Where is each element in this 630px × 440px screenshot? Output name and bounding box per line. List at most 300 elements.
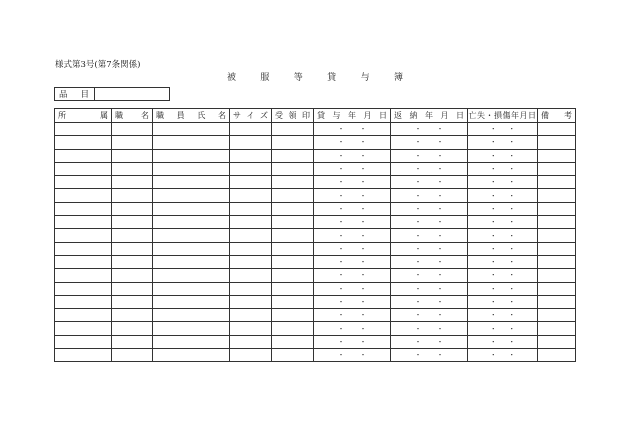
date-separator: ・ bbox=[359, 231, 367, 240]
column-header-char: 印 bbox=[302, 111, 310, 120]
date-separator: ・ bbox=[508, 258, 516, 267]
cell-return-date[interactable] bbox=[391, 162, 468, 175]
cell-staff-name[interactable] bbox=[153, 282, 230, 295]
cell-remarks[interactable] bbox=[538, 176, 576, 189]
cell-receipt-seal[interactable] bbox=[272, 295, 314, 308]
cell-remarks[interactable] bbox=[538, 255, 576, 268]
cell-staff-name[interactable] bbox=[153, 136, 230, 149]
cell-receipt-seal[interactable] bbox=[272, 216, 314, 229]
document-title bbox=[227, 70, 403, 83]
column-header-loss-date bbox=[468, 109, 538, 123]
column-header-char: 年 bbox=[348, 111, 356, 120]
date-separator: ・ bbox=[337, 178, 345, 187]
cell-affiliation[interactable] bbox=[55, 123, 112, 136]
date-separator: ・ bbox=[359, 204, 367, 213]
cell-return-date[interactable] bbox=[391, 149, 468, 162]
title-char: 簿 bbox=[393, 73, 403, 83]
cell-loan-date[interactable] bbox=[314, 229, 391, 242]
cell-loss-date[interactable] bbox=[468, 189, 538, 202]
cell-loss-date[interactable] bbox=[468, 322, 538, 335]
cell-loan-date[interactable] bbox=[314, 255, 391, 268]
cell-staff-name[interactable] bbox=[153, 189, 230, 202]
date-separator: ・ bbox=[414, 324, 422, 333]
cell-staff-name[interactable] bbox=[153, 335, 230, 348]
cell-staff-name[interactable] bbox=[153, 176, 230, 189]
cell-loan-date[interactable] bbox=[314, 349, 391, 362]
cell-receipt-seal[interactable] bbox=[272, 335, 314, 348]
cell-loss-date[interactable] bbox=[468, 123, 538, 136]
date-separator: ・ bbox=[489, 298, 497, 306]
column-header-char: 名 bbox=[217, 111, 226, 120]
cell-affiliation[interactable] bbox=[55, 349, 112, 362]
cell-affiliation[interactable] bbox=[55, 202, 112, 215]
item-label-char: 品 bbox=[59, 90, 68, 100]
cell-affiliation[interactable] bbox=[55, 322, 112, 335]
cell-loan-date[interactable] bbox=[314, 295, 391, 308]
table-row bbox=[55, 216, 576, 229]
cell-receipt-seal[interactable] bbox=[272, 309, 314, 322]
cell-loan-date[interactable] bbox=[314, 202, 391, 215]
title-char: 服 bbox=[260, 73, 270, 83]
date-separator: ・ bbox=[508, 178, 516, 187]
cell-position[interactable] bbox=[112, 349, 153, 362]
date-separator: ・ bbox=[436, 165, 444, 174]
column-header-char: 月 bbox=[440, 111, 449, 120]
cell-remarks[interactable] bbox=[538, 335, 576, 348]
cell-staff-name[interactable] bbox=[153, 123, 230, 136]
date-separator: ・ bbox=[359, 191, 367, 200]
cell-return-date[interactable] bbox=[391, 176, 468, 189]
cell-staff-name[interactable] bbox=[153, 349, 230, 362]
date-separator: ・ bbox=[489, 351, 497, 360]
date-separator: ・ bbox=[337, 231, 345, 240]
cell-return-date[interactable] bbox=[391, 136, 468, 149]
column-header-char: 属 bbox=[100, 111, 108, 120]
cell-return-date[interactable] bbox=[391, 123, 468, 136]
cell-affiliation[interactable] bbox=[55, 295, 112, 308]
cell-size[interactable] bbox=[230, 269, 272, 282]
cell-size[interactable] bbox=[230, 322, 272, 335]
date-separator: ・ bbox=[414, 271, 422, 280]
cell-remarks[interactable] bbox=[538, 349, 576, 362]
cell-affiliation[interactable] bbox=[55, 229, 112, 242]
cell-affiliation[interactable] bbox=[55, 189, 112, 202]
cell-remarks[interactable] bbox=[538, 242, 576, 255]
date-separator: ・ bbox=[508, 337, 516, 346]
cell-position[interactable] bbox=[112, 189, 153, 202]
table-row bbox=[55, 335, 576, 348]
date-separator: ・ bbox=[414, 138, 422, 147]
date-separator: ・ bbox=[337, 324, 345, 333]
date-separator: ・ bbox=[436, 138, 444, 147]
date-separator: ・ bbox=[359, 284, 367, 293]
date-separator: ・ bbox=[359, 151, 367, 160]
table-row bbox=[55, 282, 576, 295]
date-separator: ・ bbox=[489, 191, 497, 200]
date-separator: ・ bbox=[337, 244, 345, 253]
column-header-affiliation bbox=[55, 109, 112, 123]
date-separator: ・ bbox=[508, 284, 516, 293]
date-separator: ・ bbox=[414, 218, 422, 227]
date-separator: ・ bbox=[337, 218, 345, 227]
cell-remarks[interactable] bbox=[538, 295, 576, 308]
date-separator: ・ bbox=[436, 271, 444, 280]
column-header-char: サ bbox=[233, 111, 241, 120]
cell-return-date[interactable] bbox=[391, 229, 468, 242]
date-separator: ・ bbox=[359, 298, 367, 306]
cell-position[interactable] bbox=[112, 282, 153, 295]
date-separator: ・ bbox=[436, 151, 444, 160]
cell-position[interactable] bbox=[112, 176, 153, 189]
date-separator: ・ bbox=[337, 337, 345, 346]
cell-receipt-seal[interactable] bbox=[272, 229, 314, 242]
cell-return-date[interactable] bbox=[391, 282, 468, 295]
cell-remarks[interactable] bbox=[538, 123, 576, 136]
cell-loss-date[interactable] bbox=[468, 242, 538, 255]
cell-return-date[interactable] bbox=[391, 295, 468, 308]
date-separator: ・ bbox=[337, 151, 345, 160]
date-separator: ・ bbox=[508, 244, 516, 253]
cell-size[interactable] bbox=[230, 162, 272, 175]
date-separator: ・ bbox=[489, 311, 497, 320]
date-separator: ・ bbox=[414, 244, 422, 253]
column-header-char: 年 bbox=[425, 111, 433, 120]
cell-position[interactable] bbox=[112, 162, 153, 175]
cell-affiliation[interactable] bbox=[55, 282, 112, 295]
date-separator: ・ bbox=[414, 337, 422, 346]
table-row bbox=[55, 189, 576, 202]
cell-size[interactable] bbox=[230, 335, 272, 348]
cell-receipt-seal[interactable] bbox=[272, 255, 314, 268]
date-separator: ・ bbox=[436, 218, 444, 227]
item-label bbox=[55, 88, 95, 100]
date-separator: ・ bbox=[508, 204, 516, 213]
cell-affiliation[interactable] bbox=[55, 216, 112, 229]
cell-loss-date[interactable] bbox=[468, 136, 538, 149]
cell-return-date[interactable] bbox=[391, 189, 468, 202]
column-header-char: イ bbox=[246, 111, 255, 120]
cell-loan-date[interactable] bbox=[314, 335, 391, 348]
cell-receipt-seal[interactable] bbox=[272, 282, 314, 295]
date-separator: ・ bbox=[489, 125, 497, 134]
header-row bbox=[55, 109, 576, 123]
cell-return-date[interactable] bbox=[391, 309, 468, 322]
cell-receipt-seal[interactable] bbox=[272, 176, 314, 189]
cell-size[interactable] bbox=[230, 255, 272, 268]
date-separator: ・ bbox=[337, 271, 345, 280]
table-row bbox=[55, 309, 576, 322]
column-header-staff-name bbox=[153, 109, 230, 123]
column-header-char: 名 bbox=[141, 111, 149, 120]
date-separator: ・ bbox=[489, 284, 497, 293]
cell-loan-date[interactable] bbox=[314, 136, 391, 149]
form-number: 様式第3号(第7条関係) bbox=[55, 60, 141, 70]
cell-size[interactable] bbox=[230, 136, 272, 149]
cell-receipt-seal[interactable] bbox=[272, 136, 314, 149]
cell-loss-date[interactable] bbox=[468, 162, 538, 175]
column-header-char: 月 bbox=[363, 111, 372, 120]
cell-return-date[interactable] bbox=[391, 216, 468, 229]
cell-size[interactable] bbox=[230, 176, 272, 189]
date-separator: ・ bbox=[337, 258, 345, 267]
column-header-char: 納 bbox=[409, 111, 418, 120]
column-header-remarks bbox=[538, 109, 576, 123]
cell-size[interactable] bbox=[230, 149, 272, 162]
date-separator: ・ bbox=[508, 125, 516, 134]
column-header-char: 受 bbox=[275, 111, 283, 120]
cell-remarks[interactable] bbox=[538, 149, 576, 162]
date-separator: ・ bbox=[508, 271, 516, 280]
date-separator: ・ bbox=[337, 138, 345, 147]
table-row bbox=[55, 322, 576, 335]
date-separator: ・ bbox=[436, 351, 444, 360]
date-separator: ・ bbox=[436, 284, 444, 293]
cell-remarks[interactable] bbox=[538, 322, 576, 335]
cell-loan-date[interactable] bbox=[314, 282, 391, 295]
cell-position[interactable] bbox=[112, 229, 153, 242]
date-separator: ・ bbox=[489, 204, 497, 213]
table-row bbox=[55, 229, 576, 242]
cell-receipt-seal[interactable] bbox=[272, 269, 314, 282]
cell-loan-date[interactable] bbox=[314, 309, 391, 322]
cell-remarks[interactable] bbox=[538, 282, 576, 295]
cell-affiliation[interactable] bbox=[55, 176, 112, 189]
cell-size[interactable] bbox=[230, 216, 272, 229]
date-separator: ・ bbox=[436, 258, 444, 267]
cell-return-date[interactable] bbox=[391, 322, 468, 335]
column-header-char: 職 bbox=[156, 111, 164, 120]
date-separator: ・ bbox=[436, 125, 444, 134]
title-char: 与 bbox=[360, 73, 370, 83]
cell-remarks[interactable] bbox=[538, 269, 576, 282]
date-separator: ・ bbox=[359, 244, 367, 253]
cell-loan-date[interactable] bbox=[314, 189, 391, 202]
date-separator: ・ bbox=[436, 324, 444, 333]
column-header-char: 職 bbox=[115, 111, 123, 120]
cell-receipt-seal[interactable] bbox=[272, 162, 314, 175]
cell-remarks[interactable] bbox=[538, 216, 576, 229]
date-separator: ・ bbox=[508, 311, 516, 320]
table-row bbox=[55, 123, 576, 136]
column-header-char: 与 bbox=[332, 111, 341, 120]
date-separator: ・ bbox=[436, 337, 444, 346]
cell-staff-name[interactable] bbox=[153, 242, 230, 255]
date-separator: ・ bbox=[337, 191, 345, 200]
cell-staff-name[interactable] bbox=[153, 295, 230, 308]
date-separator: ・ bbox=[359, 271, 367, 280]
date-separator: ・ bbox=[436, 204, 444, 213]
cell-staff-name[interactable] bbox=[153, 229, 230, 242]
cell-loss-date[interactable] bbox=[468, 255, 538, 268]
cell-position[interactable] bbox=[112, 149, 153, 162]
cell-loss-date[interactable] bbox=[468, 269, 538, 282]
date-separator: ・ bbox=[436, 178, 444, 187]
cell-remarks[interactable] bbox=[538, 229, 576, 242]
cell-loss-date[interactable] bbox=[468, 349, 538, 362]
date-separator: ・ bbox=[489, 231, 497, 240]
cell-staff-name[interactable] bbox=[153, 269, 230, 282]
cell-loss-date[interactable] bbox=[468, 282, 538, 295]
date-separator: ・ bbox=[359, 351, 367, 360]
cell-affiliation[interactable] bbox=[55, 162, 112, 175]
cell-loss-date[interactable] bbox=[468, 309, 538, 322]
cell-position[interactable] bbox=[112, 295, 153, 308]
column-header-size bbox=[230, 109, 272, 123]
date-separator: ・ bbox=[508, 231, 516, 240]
cell-receipt-seal[interactable] bbox=[272, 189, 314, 202]
cell-remarks[interactable] bbox=[538, 189, 576, 202]
date-separator: ・ bbox=[359, 165, 367, 174]
cell-staff-name[interactable] bbox=[153, 216, 230, 229]
cell-loss-date[interactable] bbox=[468, 295, 538, 308]
date-separator: ・ bbox=[414, 125, 422, 134]
table-row bbox=[55, 149, 576, 162]
cell-size[interactable] bbox=[230, 349, 272, 362]
column-header-char: ズ bbox=[260, 111, 268, 120]
cell-return-date[interactable] bbox=[391, 255, 468, 268]
cell-affiliation[interactable] bbox=[55, 255, 112, 268]
date-separator: ・ bbox=[508, 165, 516, 174]
cell-affiliation[interactable] bbox=[55, 309, 112, 322]
cell-affiliation[interactable] bbox=[55, 149, 112, 162]
date-separator: ・ bbox=[489, 151, 497, 160]
date-separator: ・ bbox=[414, 351, 422, 360]
date-separator: ・ bbox=[414, 151, 422, 160]
cell-size[interactable] bbox=[230, 309, 272, 322]
date-separator: ・ bbox=[508, 218, 516, 227]
cell-position[interactable] bbox=[112, 309, 153, 322]
date-separator: ・ bbox=[489, 244, 497, 253]
date-separator: ・ bbox=[508, 324, 516, 333]
cell-loan-date[interactable] bbox=[314, 149, 391, 162]
cell-receipt-seal[interactable] bbox=[272, 202, 314, 215]
cell-loss-date[interactable] bbox=[468, 149, 538, 162]
cell-size[interactable] bbox=[230, 189, 272, 202]
cell-return-date[interactable] bbox=[391, 202, 468, 215]
cell-position[interactable] bbox=[112, 136, 153, 149]
cell-position[interactable] bbox=[112, 255, 153, 268]
cell-affiliation[interactable] bbox=[55, 242, 112, 255]
cell-staff-name[interactable] bbox=[153, 255, 230, 268]
cell-remarks[interactable] bbox=[538, 202, 576, 215]
cell-receipt-seal[interactable] bbox=[272, 242, 314, 255]
cell-receipt-seal[interactable] bbox=[272, 149, 314, 162]
column-header-char: 所 bbox=[58, 111, 66, 120]
cell-loan-date[interactable] bbox=[314, 176, 391, 189]
cell-loss-date[interactable] bbox=[468, 335, 538, 348]
cell-return-date[interactable] bbox=[391, 269, 468, 282]
table-row bbox=[55, 255, 576, 268]
cell-staff-name[interactable] bbox=[153, 149, 230, 162]
cell-staff-name[interactable] bbox=[153, 322, 230, 335]
cell-position[interactable] bbox=[112, 202, 153, 215]
date-separator: ・ bbox=[359, 178, 367, 187]
cell-size[interactable] bbox=[230, 295, 272, 308]
cell-loan-date[interactable] bbox=[314, 269, 391, 282]
column-header-char: 返 bbox=[394, 111, 402, 120]
cell-receipt-seal[interactable] bbox=[272, 123, 314, 136]
cell-position[interactable] bbox=[112, 335, 153, 348]
cell-receipt-seal[interactable] bbox=[272, 349, 314, 362]
cell-affiliation[interactable] bbox=[55, 269, 112, 282]
item-value-input[interactable] bbox=[95, 88, 169, 100]
cell-staff-name[interactable] bbox=[153, 202, 230, 215]
cell-remarks[interactable] bbox=[538, 309, 576, 322]
column-header-char: 員 bbox=[176, 111, 185, 120]
cell-loss-date[interactable] bbox=[468, 216, 538, 229]
register-table bbox=[54, 108, 576, 362]
date-separator: ・ bbox=[359, 218, 367, 227]
cell-return-date[interactable] bbox=[391, 242, 468, 255]
cell-loss-date[interactable] bbox=[468, 176, 538, 189]
title-char: 貸 bbox=[327, 73, 337, 83]
date-separator: ・ bbox=[508, 298, 516, 306]
date-separator: ・ bbox=[414, 298, 422, 306]
item-field bbox=[54, 87, 170, 101]
date-separator: ・ bbox=[359, 138, 367, 147]
date-separator: ・ bbox=[489, 218, 497, 227]
table-row bbox=[55, 349, 576, 362]
cell-affiliation[interactable] bbox=[55, 335, 112, 348]
cell-return-date[interactable] bbox=[391, 335, 468, 348]
cell-position[interactable] bbox=[112, 322, 153, 335]
cell-position[interactable] bbox=[112, 242, 153, 255]
cell-loss-date[interactable] bbox=[468, 202, 538, 215]
cell-affiliation[interactable] bbox=[55, 136, 112, 149]
cell-size[interactable] bbox=[230, 282, 272, 295]
date-separator: ・ bbox=[489, 165, 497, 174]
cell-staff-name[interactable] bbox=[153, 162, 230, 175]
cell-loan-date[interactable] bbox=[314, 322, 391, 335]
item-label-char: 目 bbox=[80, 90, 89, 100]
cell-size[interactable] bbox=[230, 242, 272, 255]
cell-size[interactable] bbox=[230, 229, 272, 242]
date-separator: ・ bbox=[436, 311, 444, 320]
date-separator: ・ bbox=[414, 311, 422, 320]
table-row bbox=[55, 202, 576, 215]
date-separator: ・ bbox=[489, 271, 497, 280]
table-row bbox=[55, 295, 576, 308]
cell-return-date[interactable] bbox=[391, 349, 468, 362]
cell-loan-date[interactable] bbox=[314, 242, 391, 255]
cell-remarks[interactable] bbox=[538, 162, 576, 175]
column-header-return-date bbox=[391, 109, 468, 123]
date-separator: ・ bbox=[436, 244, 444, 253]
cell-receipt-seal[interactable] bbox=[272, 322, 314, 335]
date-separator: ・ bbox=[414, 178, 422, 187]
column-header-char: 氏 bbox=[197, 111, 206, 120]
cell-loss-date[interactable] bbox=[468, 229, 538, 242]
date-separator: ・ bbox=[337, 311, 345, 320]
cell-remarks[interactable] bbox=[538, 136, 576, 149]
cell-staff-name[interactable] bbox=[153, 309, 230, 322]
cell-size[interactable] bbox=[230, 202, 272, 215]
cell-position[interactable] bbox=[112, 216, 153, 229]
column-header-char: 日 bbox=[379, 111, 387, 120]
cell-loan-date[interactable] bbox=[314, 123, 391, 136]
date-separator: ・ bbox=[359, 337, 367, 346]
cell-position[interactable] bbox=[112, 269, 153, 282]
column-header-char: 亡失・損傷年月日 bbox=[468, 111, 537, 120]
cell-size[interactable] bbox=[230, 123, 272, 136]
column-header-char: 考 bbox=[564, 111, 572, 120]
cell-loan-date[interactable] bbox=[314, 162, 391, 175]
date-separator: ・ bbox=[414, 165, 422, 174]
cell-position[interactable] bbox=[112, 123, 153, 136]
cell-loan-date[interactable] bbox=[314, 216, 391, 229]
date-separator: ・ bbox=[337, 125, 345, 134]
date-separator: ・ bbox=[436, 298, 444, 306]
